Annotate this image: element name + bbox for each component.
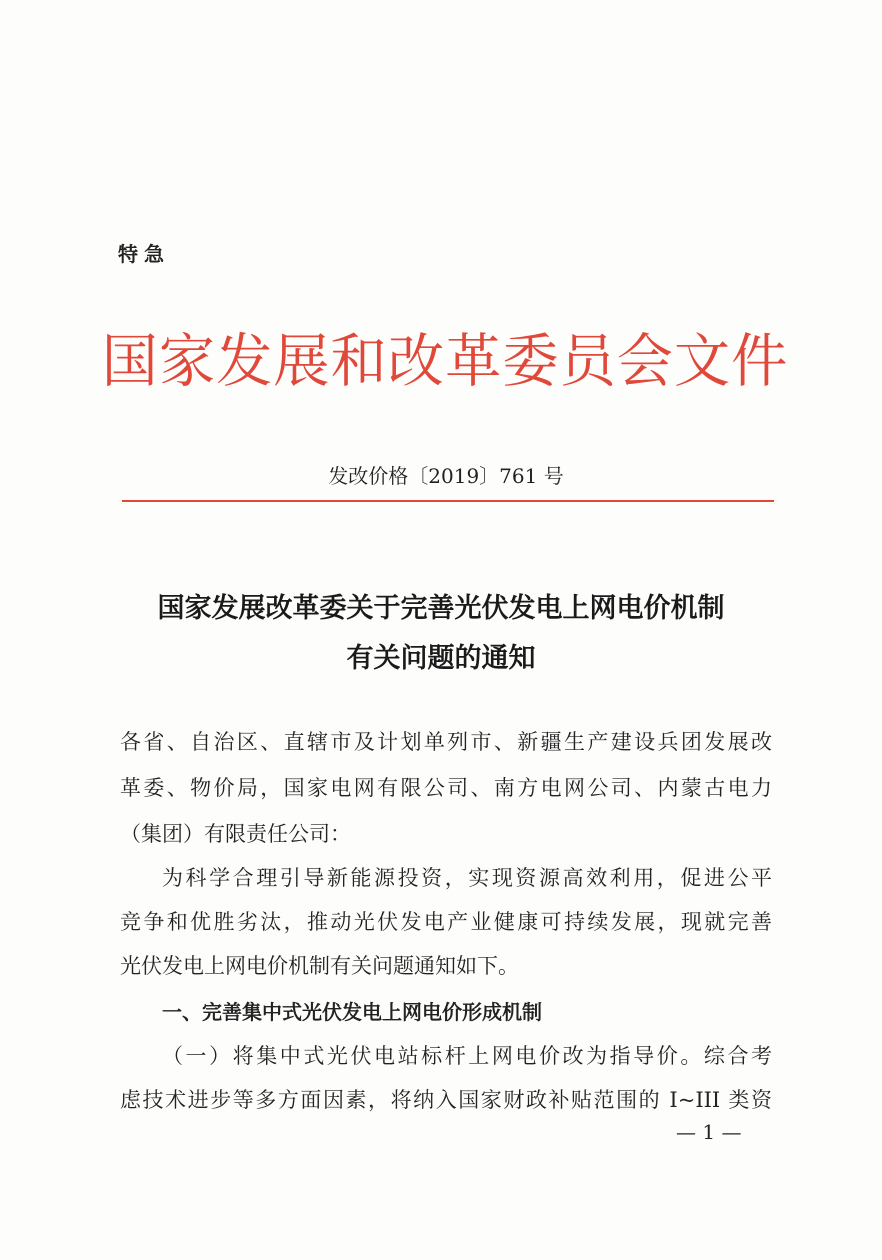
section-1-line-1: （一）将集中式光伏电站标杆上网电价改为指导价。综合考 bbox=[162, 1044, 772, 1068]
urgency-label: 特急 bbox=[118, 242, 170, 266]
page-number: — 1 — bbox=[676, 1120, 742, 1144]
document-title-line-2: 有关问题的通知 bbox=[346, 643, 536, 674]
section-1-line-2: 虑技术进步等多方面因素，将纳入国家财政补贴范围的 I~III 类资 bbox=[120, 1088, 772, 1112]
document-title-line-1: 国家发展改革委关于完善光伏发电上网电价机制 bbox=[157, 593, 725, 624]
document-number: 发改价格〔2019〕761 号 bbox=[328, 464, 564, 488]
issuer-masthead: 国家发展和改革委员会文件 bbox=[101, 327, 789, 395]
addressee-line-1: 各省、自治区、直辖市及计划单列市、新疆生产建设兵团发展改 bbox=[120, 730, 772, 754]
addressee-line-3: （集团）有限责任公司： bbox=[120, 822, 351, 846]
intro-line-1: 为科学合理引导新能源投资，实现资源高效利用，促进公平 bbox=[162, 866, 772, 890]
intro-line-3: 光伏发电上网电价机制有关问题通知如下。 bbox=[120, 954, 519, 978]
intro-line-2: 竞争和优胜劣汰，推动光伏发电产业健康可持续发展，现就完善 bbox=[120, 910, 772, 934]
section-1-heading: 一、完善集中式光伏发电上网电价形成机制 bbox=[162, 1000, 542, 1024]
addressee-line-2: 革委、物价局，国家电网有限公司、南方电网公司、内蒙古电力 bbox=[120, 776, 772, 800]
red-separator-line bbox=[122, 500, 774, 502]
